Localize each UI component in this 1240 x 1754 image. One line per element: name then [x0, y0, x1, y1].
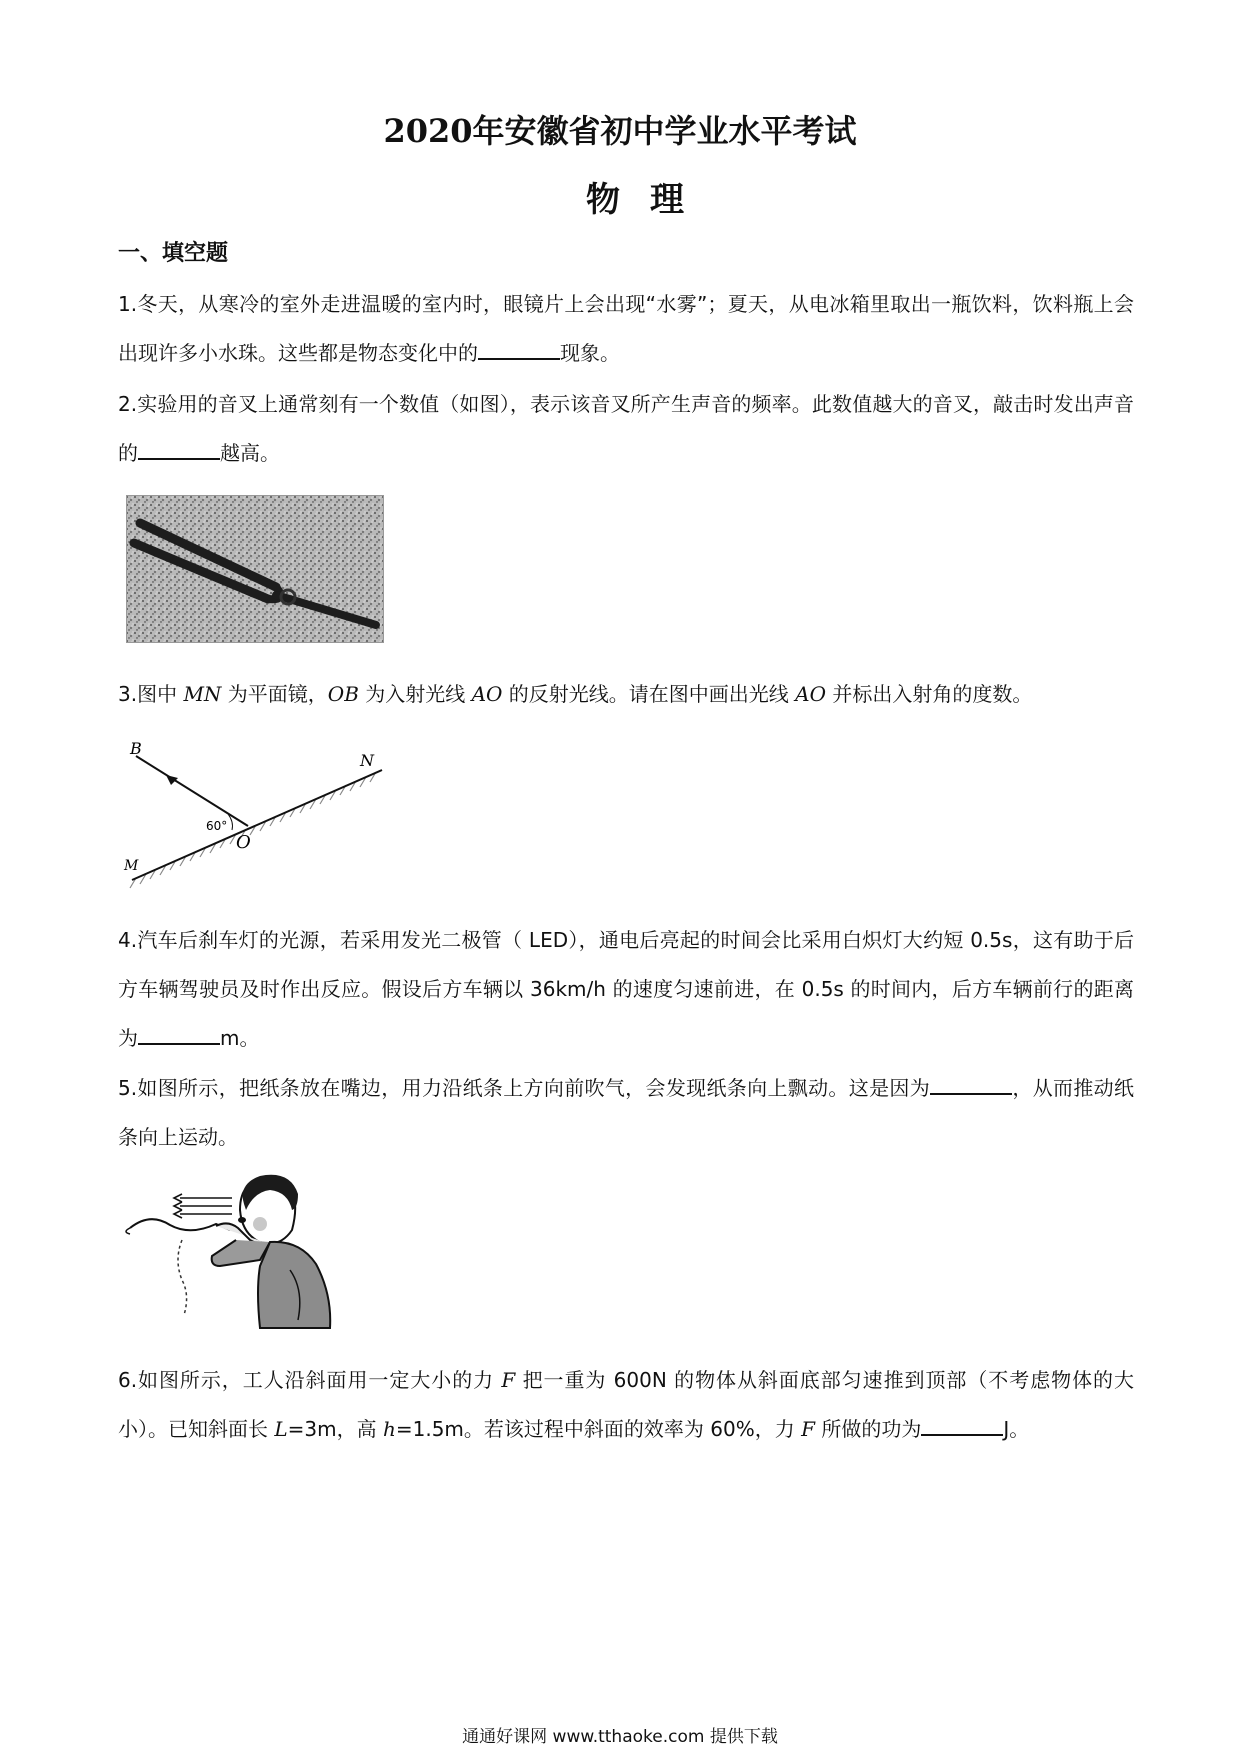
label-b: B [130, 739, 142, 758]
paper-strip [130, 1219, 230, 1230]
question-1-blank[interactable] [478, 336, 560, 360]
incident-ray-label: AO [471, 682, 503, 706]
question-3-text-d: 的反射光线。请在图中画出光线 [502, 682, 796, 706]
question-6-text-a: 6.如图所示，工人沿斜面用一定大小的力 [118, 1368, 502, 1392]
question-5 [118, 1064, 1134, 1162]
question-4-text-end: m。 [220, 1026, 260, 1050]
question-6-text-f: J。 [1003, 1417, 1030, 1441]
reflected-ray [136, 756, 248, 826]
question-2-blank[interactable] [138, 436, 220, 460]
question-6-blank[interactable] [921, 1412, 1003, 1436]
mirror-line [132, 770, 382, 880]
question-2-text: 2.实验用的音叉上通常刻有一个数值（如图），表示该音叉所产生声音的频率。此数值越大的音叉，敲击时发出声音的 [118, 392, 1134, 465]
question-3-text-a: 3.图中 [118, 682, 184, 706]
question-3-text-c: 为入射光线 [358, 682, 472, 706]
length-symbol: L [274, 1417, 288, 1441]
question-5-text-end: ，从而推动纸条向上运动。 [118, 1076, 1134, 1149]
blowing-paper-illustration [120, 1170, 350, 1330]
label-m: M [124, 858, 139, 874]
question-3-text-b: 为平面镜， [221, 682, 328, 706]
height-symbol: h [382, 1417, 396, 1441]
angle-label: 60° [206, 819, 228, 833]
question-3 [118, 670, 1134, 719]
force-symbol-2: F [801, 1417, 815, 1441]
incident-ray-label-2: AO [795, 682, 827, 706]
question-1-text-end: 现象。 [560, 341, 620, 365]
question-1 [118, 280, 1134, 378]
question-5-blank[interactable] [930, 1071, 1012, 1095]
question-4-text: 4.汽车后刹车灯的光源，若采用发光二极管（ LED），通电后亮起的时间会比采用白炽灯大约短 0.5s，这有助于后方车辆驾驶员及时作出反应。假设后方车辆以 36km/h 的速度匀速前进，在 0.5s 的时间内，后方车辆前行的距离为 [118, 928, 1134, 1050]
exam-subject: 物理 [586, 180, 714, 220]
question-2 [118, 380, 1134, 478]
question-2-text-end: 越高。 [220, 441, 280, 465]
question-6-text-d: =1.5m。若该过程中斜面的效率为 60%，力 [395, 1417, 802, 1441]
question-6 [118, 1356, 1134, 1454]
question-5-text: 5.如图所示，把纸条放在嘴边，用力沿纸条上方向前吹气，会发现纸条向上飘动。这是因为 [118, 1076, 931, 1100]
question-4 [118, 916, 1134, 1063]
exam-title: 2020年安徽省初中学业水平考试 [383, 112, 857, 150]
label-n: N [360, 751, 374, 770]
question-1-text: 1.冬天，从寒冷的室外走进温暖的室内时，眼镜片上会出现“水雾”；夏天，从电冰箱里取出一瓶饮料，饮料瓶上会出现许多小水珠。这些都是物态变化中的 [118, 292, 1134, 365]
question-3-text-e: 并标出入射角的度数。 [826, 682, 1033, 706]
reflected-ray-label: OB [327, 682, 359, 706]
section-heading: 一、填空题 [118, 241, 229, 266]
question-6-text-b: 把一重为 600N 的物体从斜面底部匀速推到顶部（不考虑物体的大小）。已知斜面长 [118, 1368, 1134, 1441]
label-o: O [236, 832, 251, 853]
force-symbol: F [501, 1368, 516, 1392]
question-6-text-e: 所做的功为 [814, 1417, 922, 1441]
footer-source: 通通好课网 www.tthaoke.com 提供下载 [462, 1727, 778, 1747]
mirror-diagram [120, 738, 390, 898]
question-6-text-c: =3m，高 [287, 1417, 383, 1441]
mirror-label: MN [183, 682, 222, 706]
question-4-blank[interactable] [138, 1021, 220, 1045]
tuning-fork-photo [126, 495, 384, 643]
